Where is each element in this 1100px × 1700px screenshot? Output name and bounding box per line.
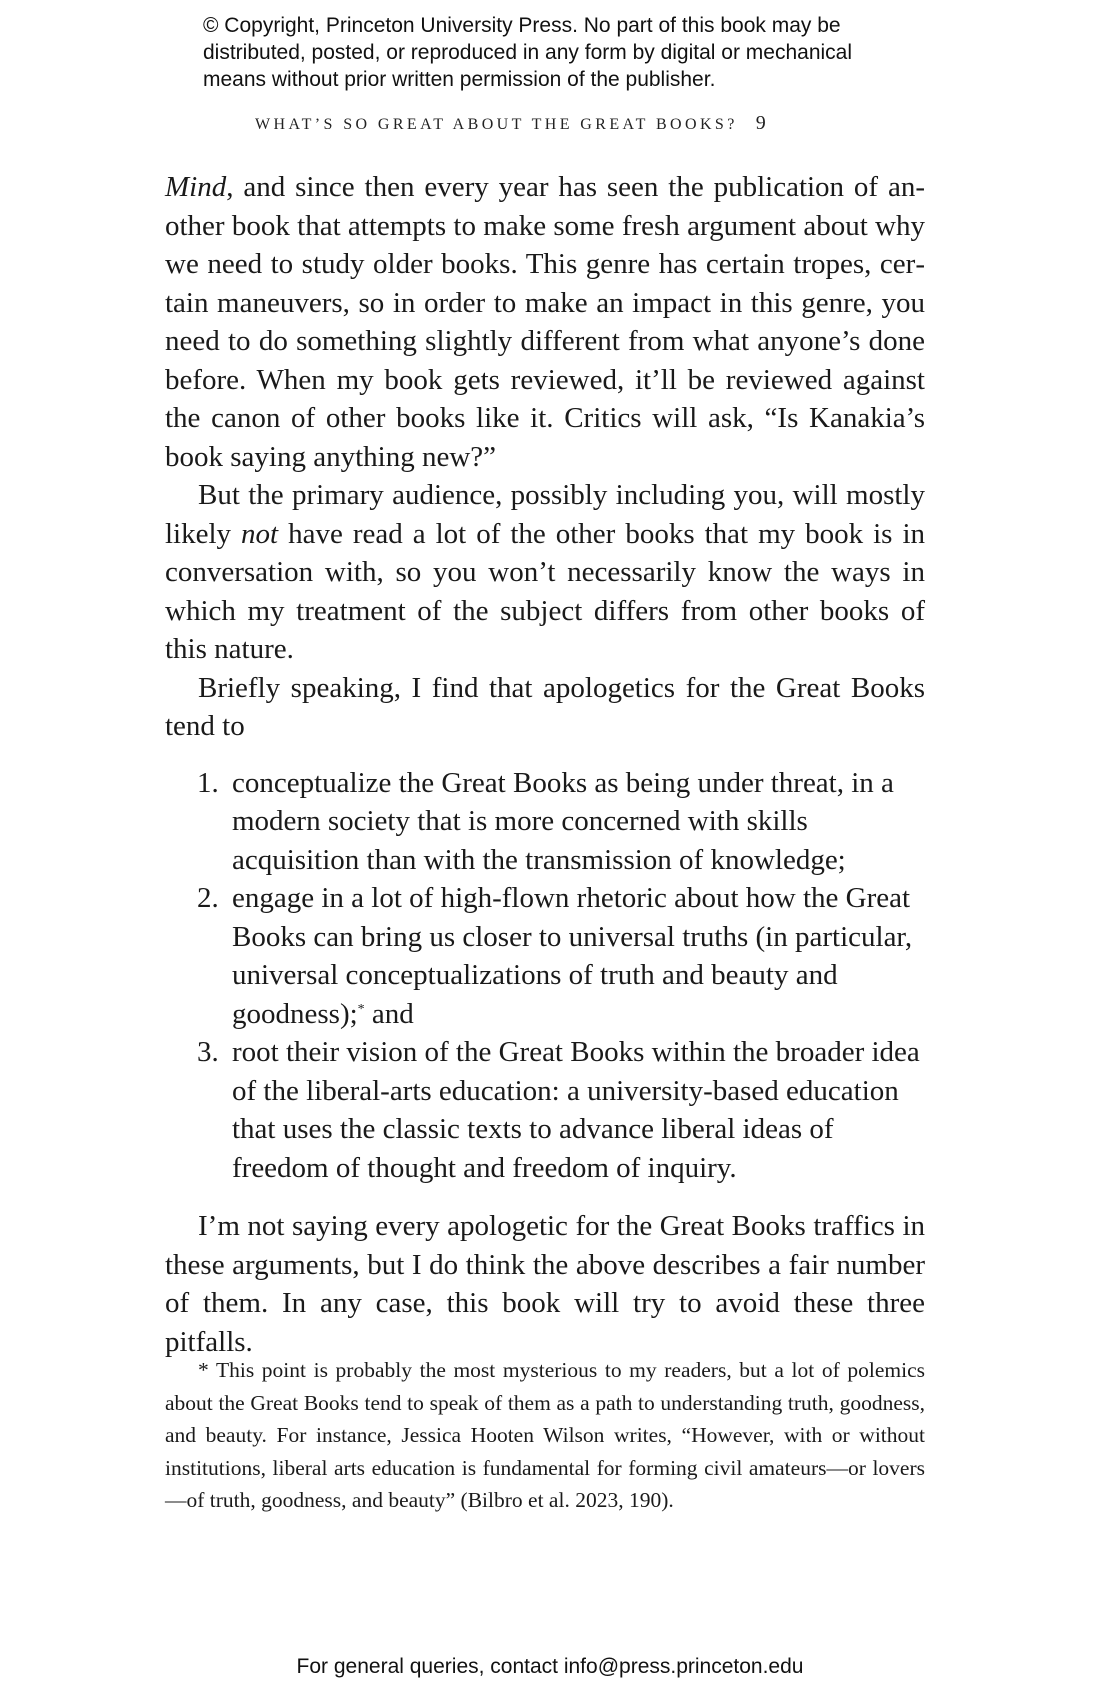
italic-title: Mind xyxy=(165,171,227,203)
paragraph-4: I’m not saying every apologetic for the Great Books traffics in these arguments, but I do think the above describes a fair number of them. In any case, this book will try to avoid these three pitfalls. xyxy=(165,1210,925,1358)
list-number: 2. xyxy=(197,882,219,914)
footnote xyxy=(165,1354,925,1517)
copyright-line-1: © Copyright, Princeton University Press. No part of this book may be xyxy=(203,14,841,37)
page-number: 9 xyxy=(755,112,766,134)
paragraph-1-text: , and since then every year has seen the publication of another book that attempts to make some fresh argument about why we need to study older books. This genre has certain tropes, certain maneuvers, so in order to make an impact in this genre, you need to do something slightly different from what anyone’s done before. When my book gets reviewed, it’ll be reviewed against the canon of other books like it. Critics will ask, “Is Kanakia’s book saying anything new?” xyxy=(165,171,925,473)
running-head xyxy=(255,112,766,135)
list-item-text: conceptualize the Great Books as being under threat, in a modern society that is more concerned with skills acquisition than with the transmission of knowledge; xyxy=(232,766,894,876)
footer-contact: For general queries, contact info@press.princeton.edu xyxy=(296,1655,804,1678)
paragraph-2-after: have read a lot of the other books that my book is in conversation with, so you won’t necessarily know the ways in which my treatment of the subject differs from other books of this nature. xyxy=(165,517,926,665)
list-number: 1. xyxy=(197,766,219,799)
paragraph-2 xyxy=(165,476,925,669)
paragraph-2-before: But the primary audience, possibly including you, will mostly likely xyxy=(165,479,925,550)
paragraph-2-italic: not xyxy=(241,517,279,550)
list-item xyxy=(165,764,925,880)
copyright-line-2: distributed, posted, or reproduced in any form by digital or mechanical xyxy=(203,41,853,64)
list-item xyxy=(165,1033,925,1187)
footnote-marker: * xyxy=(198,1358,209,1382)
paragraph-1 xyxy=(165,168,925,476)
numbered-list xyxy=(165,764,925,1188)
copyright-line-3: means without prior written permission of the publisher. xyxy=(203,68,716,91)
list-item-text: root their vision of the Great Books within the broader idea of the liberal-arts education: a university-based education that uses the classic texts to advance liberal ideas of freedom of thought and freedom of inquiry. xyxy=(232,1036,920,1184)
paragraph-3: Briefly speaking, I find that apologetics for the Great Books tend to xyxy=(165,671,925,742)
copyright-notice xyxy=(203,12,923,93)
list-number: 3. xyxy=(197,1036,219,1068)
list-item-text: engage in a lot of high-flown rhetoric about how the Great Books can bring us closer to universal truths (in particular, universal conceptualizations of truth and beauty and goodness); xyxy=(232,882,913,1030)
running-title: WHAT’S SO GREAT ABOUT THE GREAT BOOKS? xyxy=(255,116,738,133)
list-item xyxy=(165,879,925,1033)
footnote-text: This point is probably the most mysterious to my readers, but a lot of polemics about the Great Books tend to speak of them as a path to understanding truth, goodness, and beauty. For instance, Jessica Hooten Wilson writes, “However, with or without institutions, liberal arts education is fundamental for forming civil amateurs—or lovers—of truth, goodness, and beauty” (Bilbro et al. 2023, 190). xyxy=(165,1358,925,1512)
list-item-tail: and xyxy=(364,997,414,1030)
footnote-reference[interactable]: * xyxy=(357,1001,365,1017)
main-text xyxy=(165,168,925,1361)
